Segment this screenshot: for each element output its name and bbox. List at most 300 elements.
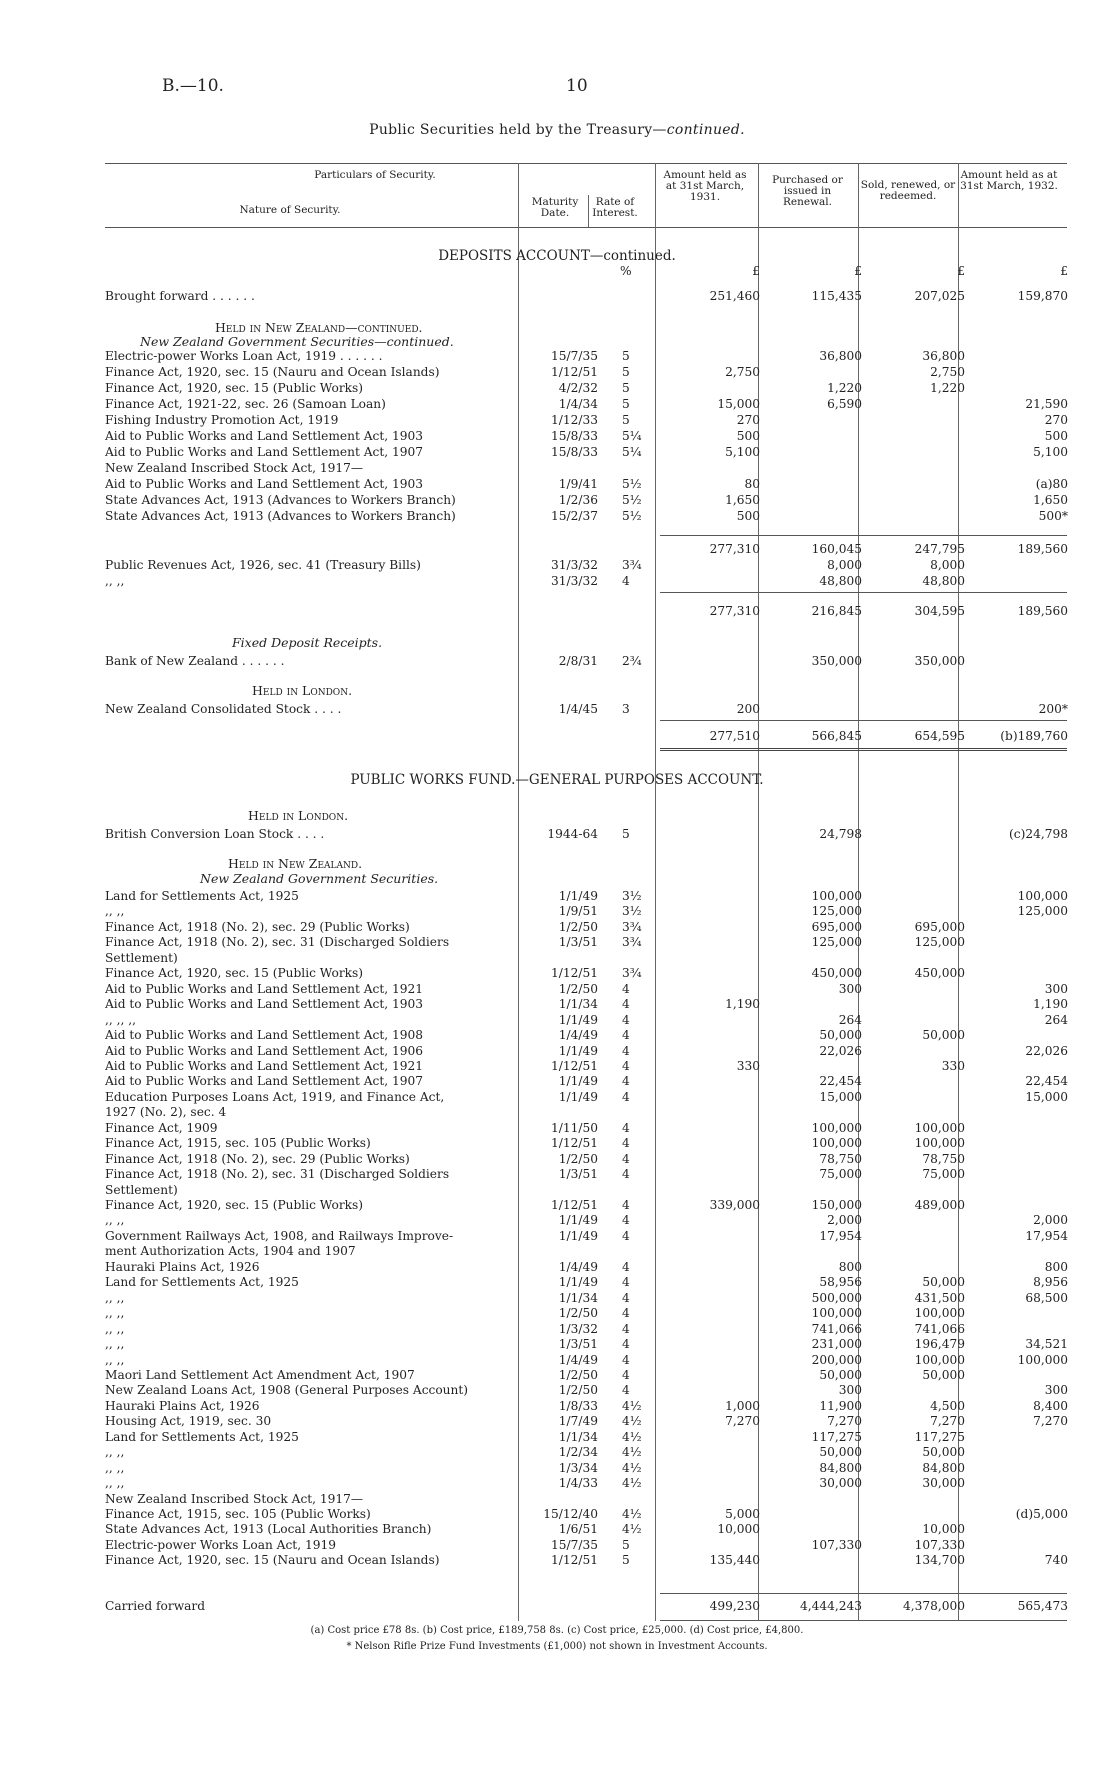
cell-rate: 5 (622, 349, 630, 363)
col-rate: Rate of Interest. (592, 196, 638, 219)
table-row (0, 828, 1114, 841)
cell-mat: 1/9/41 (558, 477, 598, 491)
cell-a2: 24,798 (819, 827, 862, 841)
cell-part: ,, ,, (105, 575, 125, 588)
table-row (0, 559, 1114, 572)
table-row (0, 730, 1114, 743)
cell-rate: 4 (622, 1275, 630, 1290)
cell-mat: 1/1/34 (558, 997, 598, 1012)
cell-mat: 1/1/49 (558, 1228, 598, 1243)
cell-a3: 489,000 (914, 1198, 965, 1212)
cell-a2: 231,000 (811, 1337, 862, 1352)
cell-mat: 1/1/49 (558, 1213, 598, 1228)
cell-a3: 100,000 (914, 1352, 965, 1367)
col-particulars: Particulars of Security. (314, 169, 436, 181)
table-row (0, 703, 1114, 716)
cell-a3: 431,500 (914, 1290, 965, 1305)
cell-part: Land for Settlements Act, 1925 (105, 1276, 299, 1290)
cell-part: New Zealand Consolidated Stock . . . . (105, 703, 342, 716)
cell-a1: 500 (736, 509, 760, 523)
cell-rate: 4 (622, 1321, 630, 1336)
cell-part: New Zealand Inscribed Stock Act, 1917— (105, 462, 364, 475)
cell-rate: 4½ (622, 1476, 642, 1491)
cell-rate: 5 (622, 397, 630, 411)
table-row (0, 1508, 1114, 1521)
cell-part: Aid to Public Works and Land Settlement Act, 1906 (105, 1044, 424, 1058)
subhead: Held in New Zealand. (228, 856, 363, 871)
cell-a2: 264 (838, 1012, 862, 1027)
cell-mat: 1/7/49 (558, 1414, 598, 1429)
cell-part: Land for Settlements Act, 1925 (105, 1430, 299, 1444)
cell-mat: 1/1/34 (558, 1290, 598, 1305)
table-row (0, 1431, 1114, 1444)
table-row (0, 1369, 1114, 1382)
cell-a4: 21,590 (1025, 397, 1068, 411)
cell-part: Fishing Industry Promotion Act, 1919 (105, 414, 339, 427)
cell-part: Housing Act, 1919, sec. 30 (105, 1415, 272, 1429)
cell-part: ,, ,, ,, (105, 1013, 136, 1027)
cell-mat: 1/1/49 (558, 1012, 598, 1027)
table-row (0, 905, 1114, 918)
cell-a3: 78,750 (922, 1151, 965, 1166)
table-row (0, 1045, 1114, 1058)
cell-a3: 207,025 (914, 289, 965, 303)
cell-a2: 160,045 (811, 542, 862, 556)
cell-mat: 1/11/50 (551, 1120, 598, 1135)
table-row (0, 1323, 1114, 1336)
subhead: New Zealand Government Securities—continued. (140, 334, 454, 349)
table-row (0, 1153, 1114, 1166)
table-row (0, 890, 1114, 903)
cell-rate: 4 (622, 1089, 630, 1104)
cell-a1: 330 (736, 1058, 760, 1073)
table-row (0, 1354, 1114, 1367)
table-row (0, 1539, 1114, 1552)
cell-a4: 740 (1044, 1553, 1068, 1568)
cell-rate: 4 (622, 1043, 630, 1058)
cell-a4: 22,454 (1025, 1074, 1068, 1089)
cell-a4: 7,270 (1033, 1414, 1068, 1429)
cell-a1: 10,000 (717, 1522, 760, 1537)
cell-a2: 800 (838, 1259, 862, 1274)
cell-a2: 300 (838, 1383, 862, 1398)
cell-part: Finance Act, 1920, sec. 15 (Public Works) (105, 967, 364, 981)
cell-a3: 50,000 (922, 1275, 965, 1290)
cell-part: Aid to Public Works and Land Settlement Act, 1903 (105, 998, 424, 1012)
cell-part: British Conversion Loan Stock . . . . (105, 828, 325, 841)
cell-a3: 4,500 (930, 1398, 965, 1413)
cell-rate: 4 (622, 1259, 630, 1274)
cell-a4: 264 (1044, 1012, 1068, 1027)
subhead: Held in London. (252, 683, 353, 698)
cell-a2: 78,750 (819, 1151, 862, 1166)
cell-part: State Advances Act, 1913 (Advances to Workers Branch) (105, 510, 456, 523)
footnote-nelson: * Nelson Rifle Prize Fund Investments (£1,000) not shown in Investment Accounts. (346, 1641, 768, 1652)
cell-mat: 1/2/50 (558, 1383, 598, 1398)
cell-part: Finance Act, 1918 (No. 2), sec. 31 (Discharged Soldiers (105, 936, 450, 950)
cell-a4: (c)24,798 (1009, 827, 1068, 841)
cell-a4: 159,870 (1017, 289, 1068, 303)
cell-mat: 15/8/33 (551, 445, 598, 459)
table-row (0, 1014, 1114, 1027)
cell-a2: 6,590 (827, 397, 862, 411)
cell-rate: 4 (622, 1367, 630, 1382)
cell-a3: 30,000 (922, 1476, 965, 1491)
cell-part: ,, ,, (105, 1291, 125, 1305)
table-row (0, 1307, 1114, 1320)
cell-part: Carried forward (105, 1600, 206, 1613)
table-row (0, 983, 1114, 996)
cell-part: Finance Act, 1920, sec. 15 (Nauru and Ocean Islands) (105, 1554, 440, 1568)
cell-part: Public Revenues Act, 1926, sec. 41 (Treasury Bills) (105, 559, 421, 572)
cell-part: ,, ,, (105, 905, 125, 919)
cell-a3: 654,595 (914, 729, 965, 743)
cell-a4: 189,560 (1017, 542, 1068, 556)
cell-a2: 100,000 (811, 889, 862, 903)
table-row (0, 1060, 1114, 1073)
cell-a3: 450,000 (914, 966, 965, 981)
cell-mat: 1/2/50 (558, 1367, 598, 1382)
cell-a1: 1,000 (725, 1398, 760, 1413)
table-row (0, 414, 1114, 427)
cell-a1: 499,230 (709, 1599, 760, 1613)
table-row (0, 1493, 1114, 1506)
cell-a1: 277,310 (709, 604, 760, 618)
cell-rate: 5¼ (622, 429, 642, 443)
cell-part: ,, ,, (105, 1461, 125, 1475)
col-maturity: Maturity Date. (531, 196, 579, 219)
cell-a3: 304,595 (914, 604, 965, 618)
cell-a4: 300 (1044, 1383, 1068, 1398)
cell-part: ,, ,, (105, 1322, 125, 1336)
cell-a3: 50,000 (922, 1445, 965, 1460)
section-deposits-title: DEPOSITS ACCOUNT—continued. (438, 248, 676, 264)
cell-rate: 4 (622, 1120, 630, 1135)
cell-rate: 3¾ (622, 558, 642, 572)
cell-part: Settlement) (105, 951, 178, 965)
table-row (0, 1184, 1114, 1197)
table-row (0, 382, 1114, 395)
cell-a3: 741,066 (914, 1321, 965, 1336)
cell-part: Finance Act, 1915, sec. 105 (Public Works) (105, 1508, 371, 1521)
cell-rate: 4 (622, 1058, 630, 1073)
cell-rate: 3¾ (622, 935, 642, 950)
cell-a2: 30,000 (819, 1476, 862, 1491)
subhead: New Zealand Government Securities. (200, 871, 439, 886)
cell-a2: 22,026 (819, 1043, 862, 1058)
cell-part: Electric-power Works Loan Act, 1919 (105, 1538, 336, 1552)
cell-part: Aid to Public Works and Land Settlement Act, 1907 (105, 1075, 424, 1089)
table-row (0, 1214, 1114, 1227)
cell-a2: 8,000 (827, 558, 862, 572)
cell-a3: 330 (941, 1058, 965, 1073)
table-row (0, 478, 1114, 491)
cell-mat: 1/2/34 (558, 1445, 598, 1460)
cell-part: ,, ,, (105, 1353, 125, 1367)
cell-rate: 4 (622, 1167, 630, 1182)
cell-a2: 695,000 (811, 919, 862, 934)
cell-a2: 11,900 (819, 1398, 862, 1413)
table-row (0, 1199, 1114, 1212)
cell-mat: 1944-64 (547, 827, 598, 841)
cell-a4: 565,473 (1017, 1599, 1068, 1613)
cell-part: Aid to Public Works and Land Settlement Act, 1903 (105, 478, 424, 491)
cell-mat: 1/1/49 (558, 1275, 598, 1290)
cell-mat: 1/4/49 (558, 1028, 598, 1043)
cell-a3: 125,000 (914, 935, 965, 950)
cell-a2: 741,066 (811, 1321, 862, 1336)
col-purchased: Purchased or issued in Renewal. (772, 174, 843, 208)
cell-a2: 84,800 (819, 1460, 862, 1475)
cell-rate: 4 (622, 981, 630, 996)
cell-part: Aid to Public Works and Land Settlement Act, 1903 (105, 430, 424, 443)
cell-a3: 196,479 (914, 1337, 965, 1352)
cell-rate: 4 (622, 1136, 630, 1151)
table-row (0, 398, 1114, 411)
cell-rate: 3¾ (622, 966, 642, 981)
cell-a3: 36,800 (922, 349, 965, 363)
cell-mat: 1/12/51 (551, 1136, 598, 1151)
cell-rate: 5 (622, 1537, 630, 1552)
table-row (0, 543, 1114, 556)
table-row (0, 462, 1114, 475)
cell-a1: 200 (736, 702, 760, 716)
col-held-1932: Amount held as at 31st March, 1932. (960, 169, 1058, 192)
cell-rate: 4½ (622, 1414, 642, 1429)
cell-part: Hauraki Plains Act, 1926 (105, 1260, 260, 1274)
table-row (0, 1137, 1114, 1150)
table-row (0, 510, 1114, 523)
cell-rate: 4 (622, 1198, 630, 1212)
cell-rate: 4½ (622, 1460, 642, 1475)
cell-a1: 1,650 (725, 493, 760, 507)
cell-part: Maori Land Settlement Act Amendment Act, 1907 (105, 1368, 415, 1382)
cell-part: Finance Act, 1918 (No. 2), sec. 29 (Public Works) (105, 1152, 410, 1166)
table-row (0, 967, 1114, 980)
table-row (0, 1446, 1114, 1459)
col-sold: Sold, renewed, or redeemed. (860, 179, 956, 202)
cell-a3: 100,000 (914, 1306, 965, 1321)
cell-mat: 1/12/51 (551, 1198, 598, 1212)
cell-part: Settlement) (105, 1183, 178, 1197)
table-row (0, 1245, 1114, 1258)
cell-a2: 300 (838, 981, 862, 996)
cell-rate: 5 (622, 381, 630, 395)
cell-part: Finance Act, 1918 (No. 2), sec. 29 (Public Works) (105, 920, 410, 934)
cell-part: Government Railways Act, 1908, and Railways Improve- (105, 1229, 454, 1243)
cell-a3: 107,330 (914, 1537, 965, 1552)
cell-a1: 277,310 (709, 542, 760, 556)
table-row (0, 1029, 1114, 1042)
cell-a4: 8,956 (1033, 1275, 1068, 1290)
cell-a4: (a)80 (1035, 477, 1068, 491)
cell-a2: 1,220 (827, 381, 862, 395)
cell-rate: 5 (622, 413, 630, 427)
cell-a3: 100,000 (914, 1136, 965, 1151)
cell-part: State Advances Act, 1913 (Local Authorities Branch) (105, 1523, 432, 1537)
cell-a2: 100,000 (811, 1120, 862, 1135)
cell-mat: 4/2/32 (558, 381, 598, 395)
cell-a2: 216,845 (811, 604, 862, 618)
cell-rate: 4 (622, 1352, 630, 1367)
cell-part: Hauraki Plains Act, 1926 (105, 1399, 260, 1413)
cell-rate: 4 (622, 1306, 630, 1321)
table-row (0, 1338, 1114, 1351)
table-row (0, 1292, 1114, 1305)
cell-mat: 1/4/45 (558, 702, 598, 716)
table-row (0, 1523, 1114, 1536)
cell-mat: 1/12/51 (551, 1553, 598, 1568)
cell-mat: 1/2/36 (558, 493, 598, 507)
cell-a3: 50,000 (922, 1028, 965, 1043)
cell-rate: 4 (622, 1012, 630, 1027)
cell-mat: 1/3/51 (558, 1167, 598, 1182)
cell-a4: (b)189,760 (1000, 729, 1068, 743)
cell-a1: 339,000 (709, 1198, 760, 1212)
cell-a2: 350,000 (811, 654, 862, 668)
cell-rate: 4 (622, 997, 630, 1012)
cell-part: ,, ,, (105, 1477, 125, 1491)
cell-a1: 251,460 (709, 289, 760, 303)
cell-a2: 100,000 (811, 1136, 862, 1151)
cell-rate: 3¾ (622, 919, 642, 934)
cell-a4: 100,000 (1017, 1352, 1068, 1367)
cell-a4: 1,650 (1033, 493, 1068, 507)
cell-mat: 1/8/33 (558, 1398, 598, 1413)
cell-mat: 1/3/32 (558, 1321, 598, 1336)
cell-a4: 500 (1044, 429, 1068, 443)
cell-a3: 75,000 (922, 1167, 965, 1182)
table-row (0, 1168, 1114, 1181)
cell-a2: 2,000 (827, 1213, 862, 1228)
cell-part: Aid to Public Works and Land Settlement Act, 1921 (105, 982, 424, 996)
cell-a4: 189,560 (1017, 604, 1068, 618)
col-nature: Nature of Security. (239, 204, 341, 216)
cell-rate: 4 (622, 1028, 630, 1043)
cell-a3: 117,275 (914, 1429, 965, 1444)
cell-part: Aid to Public Works and Land Settlement Act, 1921 (105, 1059, 424, 1073)
cell-a2: 115,435 (811, 289, 862, 303)
cell-mat: 1/2/50 (558, 1306, 598, 1321)
cell-mat: 1/3/51 (558, 935, 598, 950)
cell-a3: 695,000 (914, 919, 965, 934)
cell-a3: 134,700 (914, 1553, 965, 1568)
subhead: Fixed Deposit Receipts. (232, 635, 383, 650)
cell-part: Finance Act, 1918 (No. 2), sec. 31 (Discharged Soldiers (105, 1168, 450, 1182)
subhead: Held in London. (248, 808, 349, 823)
cell-a1: 15,000 (717, 397, 760, 411)
cell-a4: 1,190 (1033, 997, 1068, 1012)
cell-mat: 15/12/40 (543, 1507, 598, 1521)
cell-a3: 100,000 (914, 1120, 965, 1135)
cell-a2: 566,845 (811, 729, 862, 743)
cell-part: ,, ,, (105, 1338, 125, 1352)
cell-a1: 270 (736, 413, 760, 427)
table-row (0, 446, 1114, 459)
cell-rate: 4 (622, 1151, 630, 1166)
cell-mat: 1/1/49 (558, 889, 598, 903)
cell-a1: 80 (744, 477, 760, 491)
cell-a4: (d)5,000 (1015, 1507, 1068, 1521)
cell-part: Finance Act, 1915, sec. 105 (Public Works) (105, 1137, 371, 1151)
cell-mat: 31/3/32 (551, 574, 598, 588)
cell-a4: 270 (1044, 413, 1068, 427)
cell-mat: 1/2/50 (558, 1151, 598, 1166)
table-row (0, 1554, 1114, 1567)
table-row (0, 936, 1114, 949)
table-row (0, 575, 1114, 588)
cell-a4: 15,000 (1025, 1089, 1068, 1104)
cell-mat: 1/2/50 (558, 919, 598, 934)
table-row (0, 1462, 1114, 1475)
col-held-1931: Amount held as at 31st March, 1931. (663, 169, 747, 203)
cell-mat: 1/9/51 (558, 904, 598, 919)
units-row: % £ £ £ £ (620, 264, 1068, 278)
cell-a2: 117,275 (811, 1429, 862, 1444)
cell-part: ,, ,, (105, 1307, 125, 1321)
cell-mat: 1/4/49 (558, 1352, 598, 1367)
cell-a3: 2,750 (930, 365, 965, 379)
cell-a4: 8,400 (1033, 1398, 1068, 1413)
cell-mat: 1/12/51 (551, 365, 598, 379)
cell-part: State Advances Act, 1913 (Advances to Workers Branch) (105, 494, 456, 507)
cell-a3: 8,000 (930, 558, 965, 572)
cell-a3: 84,800 (922, 1460, 965, 1475)
cell-a1: 7,270 (725, 1414, 760, 1429)
cell-rate: 4½ (622, 1507, 642, 1521)
table-row (0, 952, 1114, 965)
cell-rate: 4 (622, 1074, 630, 1089)
cell-a3: 7,270 (930, 1414, 965, 1429)
table-row (0, 290, 1114, 303)
cell-part: Finance Act, 1920, sec. 15 (Public Works) (105, 382, 364, 395)
cell-a4: 2,000 (1033, 1213, 1068, 1228)
cell-rate: 4 (622, 1228, 630, 1243)
cell-rate: 5½ (622, 493, 642, 507)
cell-mat: 15/8/33 (551, 429, 598, 443)
table-row (0, 1075, 1114, 1088)
cell-a1: 1,190 (725, 997, 760, 1012)
cell-part: 1927 (No. 2), sec. 4 (105, 1106, 227, 1120)
cell-mat: 1/3/34 (558, 1460, 598, 1475)
cell-part: ,, ,, (105, 1446, 125, 1460)
cell-part: Brought forward . . . . . . (105, 290, 255, 303)
cell-mat: 15/2/37 (551, 509, 598, 523)
cell-rate: 4 (622, 1337, 630, 1352)
cell-rate: 4 (622, 574, 630, 588)
cell-rate: 4½ (622, 1429, 642, 1444)
table-row (0, 1122, 1114, 1135)
cell-mat: 1/1/49 (558, 1089, 598, 1104)
cell-mat: 1/4/49 (558, 1259, 598, 1274)
cell-a2: 17,954 (819, 1228, 862, 1243)
cell-a2: 75,000 (819, 1167, 862, 1182)
cell-part: Finance Act, 1920, sec. 15 (Nauru and Ocean Islands) (105, 366, 440, 379)
cell-mat: 1/12/33 (551, 413, 598, 427)
cell-a2: 100,000 (811, 1306, 862, 1321)
cell-rate: 5¼ (622, 445, 642, 459)
cell-mat: 1/12/51 (551, 1058, 598, 1073)
page-number: 10 (566, 76, 588, 96)
cell-a4: 34,521 (1025, 1337, 1068, 1352)
cell-a1: 2,750 (725, 365, 760, 379)
cell-a2: 125,000 (811, 904, 862, 919)
section-public-works-title: PUBLIC WORKS FUND.—GENERAL PURPOSES ACCOUNT. (350, 772, 764, 788)
cell-a4: 100,000 (1017, 889, 1068, 903)
footnotes-costs: (a) Cost price £78 8s. (b) Cost price, £189,758 8s. (c) Cost price, £25,000. (d) Cost price, £4,800. (310, 1625, 804, 1636)
table-row (0, 998, 1114, 1011)
table-row (0, 1261, 1114, 1274)
